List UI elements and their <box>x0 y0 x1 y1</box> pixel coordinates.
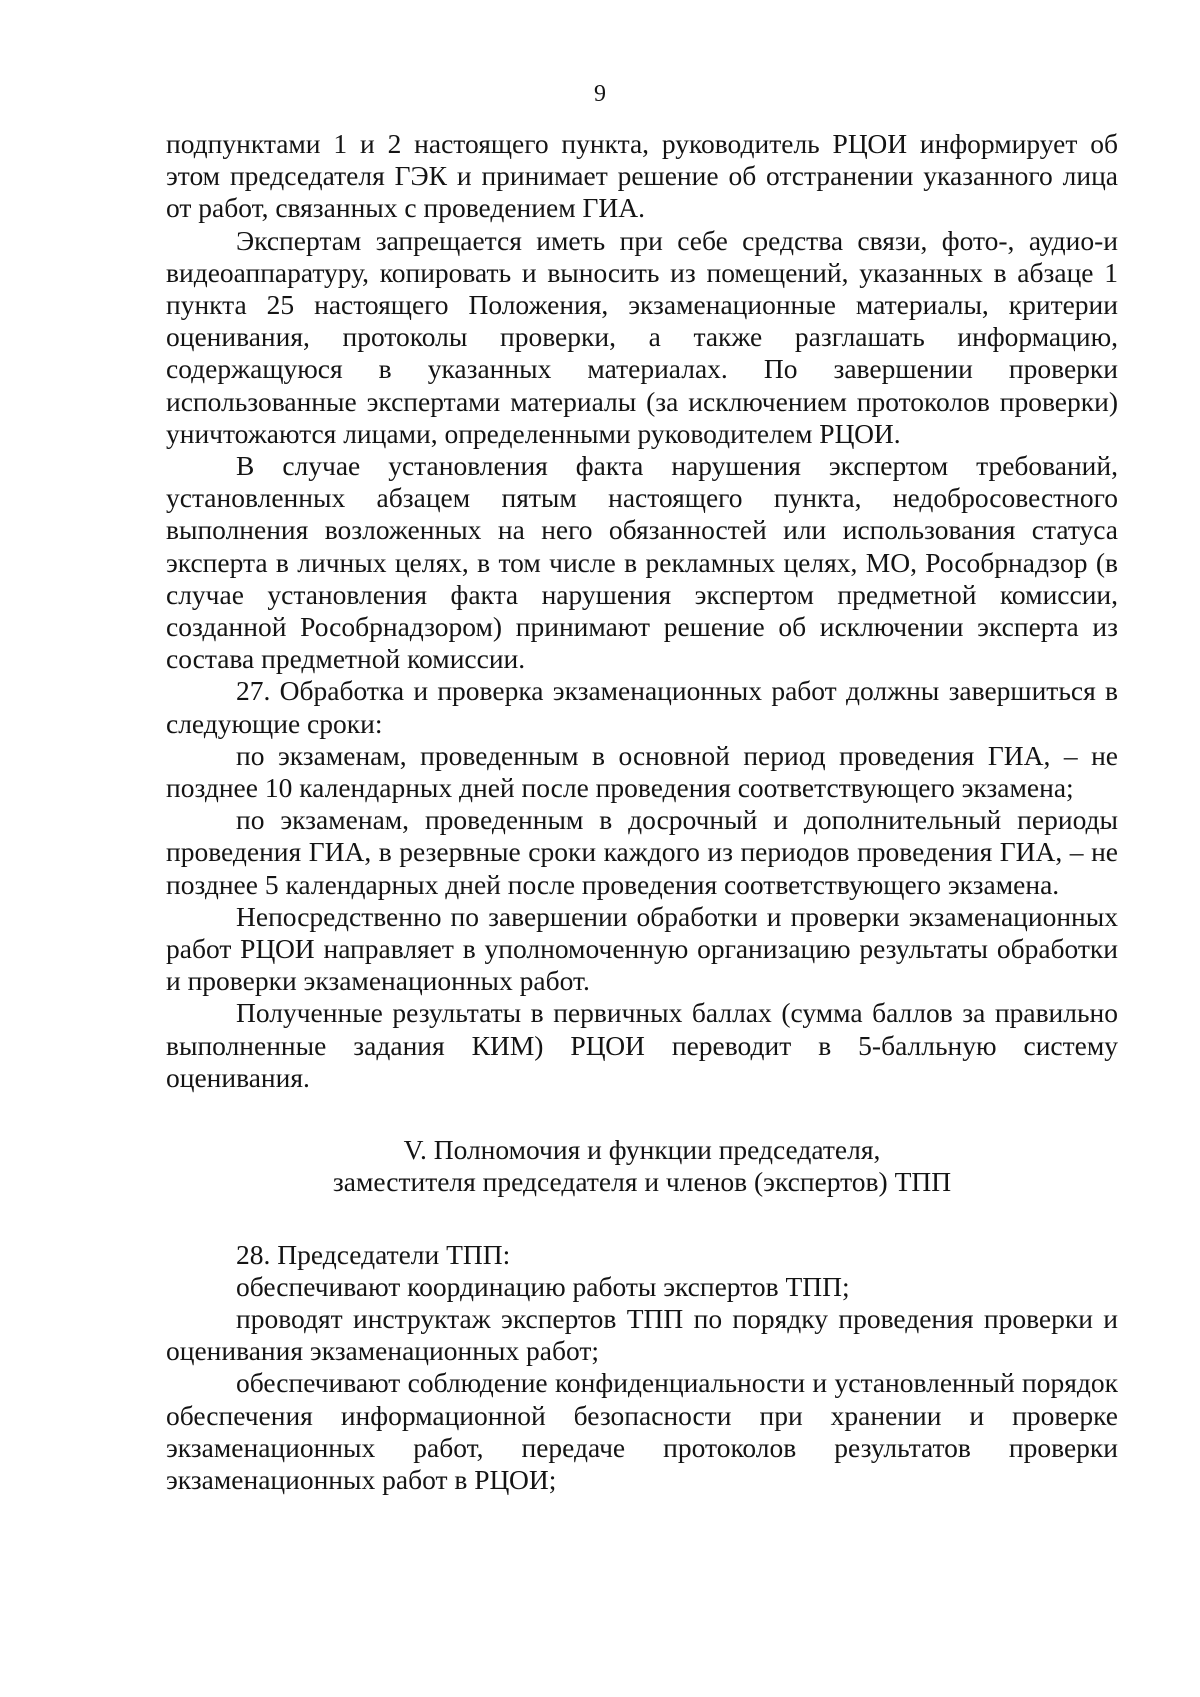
paragraph-expert-prohibitions: Экспертам запрещается иметь при себе средства связи, фото-, аудио-и видеоаппаратуру, копировать и выносить из помещений, указанных в абзаце 1 пункта 25 настоящего Положения, экзаменационные материалы, критерии оценивания, протоколы проверки, а также разглашать информацию, содержащуюся в указанных материалах. По завершении проверки использованные экспертами материалы (за исключением протоколов проверки) уничтожаются лицами, определенными руководителем РЦОИ. <box>166 224 1118 449</box>
section-heading-line-2: заместителя председателя и членов (экспертов) ТПП <box>332 1166 952 1198</box>
paragraph-item-28: 28. Председатели ТПП: <box>236 1238 511 1270</box>
paragraph-continuation: подпунктами 1 и 2 настоящего пункта, руководитель РЦОИ информирует об этом председателя ГЭК и принимает решение об отстранении указанного лица от работ, связанных с проведением ГИА. <box>166 128 1118 224</box>
paragraph-instruction: проводят инструктаж экспертов ТПП по порядку проведения проверки и оценивания экзаменационных работ; <box>166 1302 1118 1367</box>
paragraph-confidentiality: обеспечивают соблюдение конфиденциальности и установленный порядок обеспечения информационной безопасности при хранении и проверке экзаменационных работ, передаче протоколов результатов проверки экзаменационных работ в РЦОИ; <box>166 1367 1118 1495</box>
paragraph-main-period-deadline: по экзаменам, проведенным в основной период проведения ГИА, – не позднее 10 календарных дней после проведения соответствующего экзамена; <box>166 739 1118 804</box>
page-number: 9 <box>594 81 606 107</box>
paragraph-results-transfer: Непосредственно по завершении обработки и проверки экзаменационных работ РЦОИ направляет в уполномоченную организацию результаты обработки и проверки экзаменационных работ. <box>166 900 1118 997</box>
paragraph-expert-exclusion: В случае установления факта нарушения экспертом требований, установленных абзацем пятым настоящего пункта, недобросовестного выполнения возложенных на него обязанностей или использования статуса эксперта в личных целях, в том числе в рекламных целях, МО, Рособрнадзор (в случае установления факта нарушения экспертом предметной комиссии, созданной Рособрнадзором) принимают решение об исключении эксперта из состава предметной комиссии. <box>166 450 1118 675</box>
document-body <box>166 128 1118 1496</box>
paragraph-item-27: 27. Обработка и проверка экзаменационных работ должны завершиться в следующие сроки: <box>166 675 1118 739</box>
paragraph-coordination: обеспечивают координацию работы экспертов ТПП; <box>236 1270 850 1302</box>
section-heading-line-1: V. Полномочия и функции председателя, <box>403 1134 881 1166</box>
paragraph-early-period-deadline: по экзаменам, проведенным в досрочный и дополнительный периоды проведения ГИА, в резервные сроки каждого из периодов проведения ГИА, – не позднее 5 календарных дней после проведения соответствующего экзамена. <box>166 804 1118 900</box>
section-heading <box>166 1134 1118 1198</box>
paragraph-score-conversion: Полученные результаты в первичных баллах (сумма баллов за правильно выполненные задания КИМ) РЦОИ переводит в 5-балльную систему оценивания. <box>166 997 1118 1093</box>
